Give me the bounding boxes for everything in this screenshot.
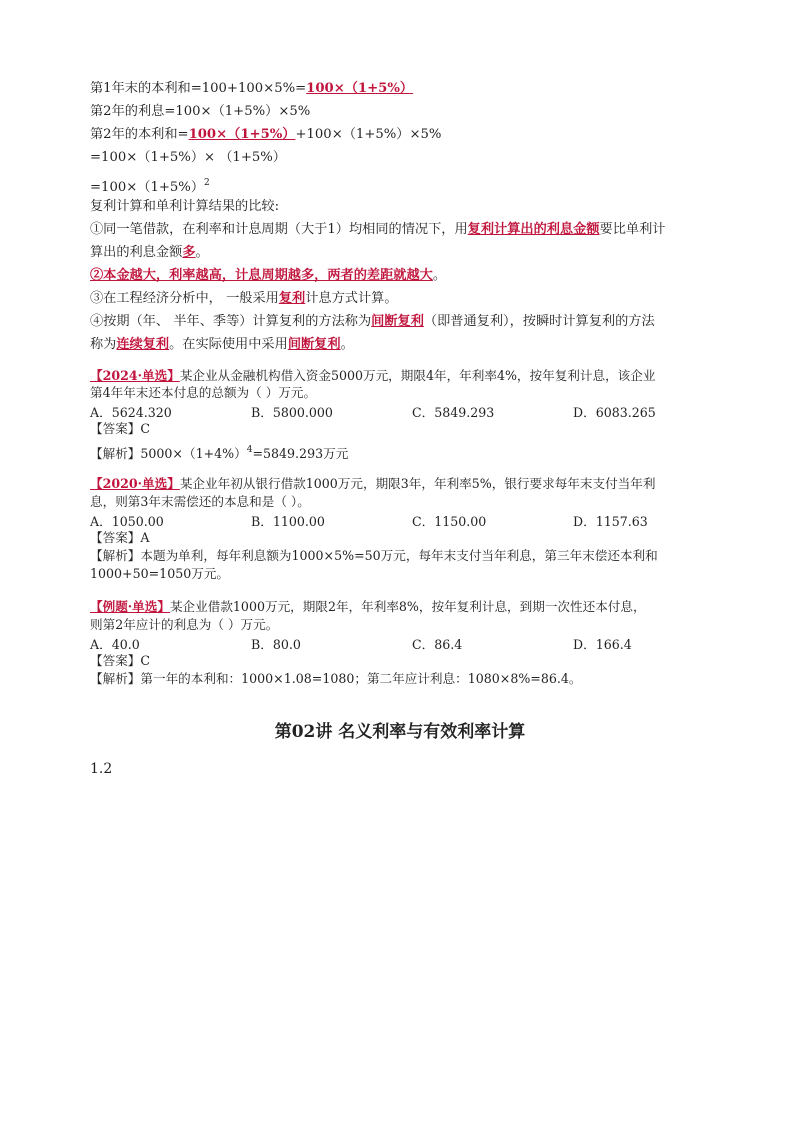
compare-point-1	[90, 221, 665, 239]
analysis-text: 1000+50=1050万元。	[90, 566, 230, 581]
exponent: 4	[246, 445, 253, 455]
option-d: D．6083.265	[573, 405, 656, 420]
question-text: 则第2年应计的利息为（ ）万元。	[90, 617, 279, 632]
option-b: B．5800.000	[251, 405, 333, 420]
formula-line-2	[90, 103, 310, 121]
analysis-text: 【解析】第一年的本利和：1000×1.08=1080；第二年应计利息：1080×8%=86.4。	[90, 671, 582, 686]
text: 。	[195, 245, 209, 260]
text: ④按期（年、 半年、季等）计算复利的方法称为	[90, 314, 372, 329]
section-heading: 第02讲 名义利率与有效利率计算	[274, 722, 526, 742]
question-1-stem-line-2	[90, 384, 316, 402]
formula-text: 第2年的利息=100×（1+5%）×5%	[90, 104, 311, 119]
formula-line-1	[90, 80, 413, 98]
formula-highlight: 100×（1+5%）	[306, 81, 414, 96]
formula-text: =100×（1+5%）	[90, 180, 205, 195]
answer	[90, 420, 150, 438]
section-number: 1.2	[90, 761, 113, 777]
highlight: 复利计算出的利息金额	[467, 222, 600, 237]
answer-text: 【答案】A	[90, 530, 150, 545]
question-text: 第4年年末还本付息的总额为（ ）万元。	[90, 385, 317, 400]
highlight: 多	[182, 245, 196, 260]
option-b: B．80.0	[251, 637, 301, 652]
formula-text: =100×（1+5%）× （1+5%）	[90, 150, 286, 165]
text: 。	[340, 337, 354, 352]
text: 算出的利息金额	[90, 245, 183, 260]
question-text: 息，则第3年末需偿还的本息和是（ ）。	[90, 494, 310, 509]
text: 计息方式计算。	[305, 291, 398, 306]
text: 称为	[90, 337, 117, 352]
formula-line-4	[90, 149, 286, 167]
option-c: C．5849.293	[412, 405, 495, 420]
answer-text: 【答案】C	[90, 653, 151, 668]
analysis	[90, 547, 658, 565]
text: （即普通复利），按瞬时计算复利的方法	[423, 314, 655, 329]
answer	[90, 652, 150, 670]
question-text: 某企业借款1000万元，期限2年，年利率8%，按年复利计息，到期一次性还本付息，	[169, 599, 646, 614]
exponent: 2	[204, 178, 210, 188]
option-c: C．86.4	[412, 637, 463, 652]
question-2-stem-line-2	[90, 493, 310, 511]
text: 。	[432, 268, 447, 283]
question-tag: 【2024·单选】	[90, 368, 180, 383]
compare-point-1-line-2	[90, 244, 209, 262]
compare-point-4-line-2	[90, 336, 354, 354]
question-tag: 【2020·单选】	[90, 476, 180, 491]
option-a: A．1050.00	[90, 514, 164, 529]
question-tag: 【例题·单选】	[90, 599, 170, 614]
option-d: D．1157.63	[573, 514, 648, 529]
formula-line-5	[90, 174, 210, 197]
option-a: A．5624.320	[90, 405, 172, 420]
analysis	[90, 670, 581, 688]
text: ③在工程经济分析中， 一般采用	[90, 291, 279, 306]
question-3-stem	[90, 598, 646, 616]
analysis-text: 【解析】5000×（1+4%）	[90, 446, 247, 461]
option-c: C．1150.00	[412, 514, 487, 529]
question-2-stem	[90, 475, 655, 493]
highlight: ②本金越大，利率越高，计息周期越多，两者的差距就越大	[90, 268, 433, 283]
highlight: 间断复利	[287, 337, 341, 352]
highlight: 复利	[278, 291, 306, 306]
text: 。在实际使用中采用	[169, 337, 288, 352]
compare-title-text: 复利计算和单利计算结果的比较:	[90, 199, 280, 214]
compare-title	[90, 198, 279, 216]
formula-highlight: 100×（1+5%）	[188, 127, 296, 142]
compare-point-4	[90, 313, 655, 331]
question-3-stem-line-2	[90, 616, 278, 634]
analysis-text: =5849.293万元	[252, 446, 349, 461]
text: ①同一笔借款，在利率和计息周期（大于1）均相同的情况下，用	[90, 222, 468, 237]
question-text: 某企业从金融机构借入资金5000万元，期限4年，年利率4%，按年复利计息，该企业	[179, 368, 656, 383]
highlight: 连续复利	[116, 337, 170, 352]
compare-point-2	[90, 267, 446, 285]
text: 要比单利计	[599, 222, 666, 237]
analysis	[90, 441, 348, 463]
formula-text: +100×（1+5%）×5%	[295, 127, 442, 142]
option-b: B．1100.00	[251, 514, 325, 529]
compare-point-3	[90, 290, 398, 308]
highlight: 间断复利	[371, 314, 424, 329]
question-text: 某企业年初从银行借款1000万元，期限3年，年利率5%，银行要求每年末支付当年利	[179, 476, 656, 491]
analysis-text: 【解析】本题为单利，每年利息额为1000×5%=50万元，每年末支付当年利息，第三年末偿还本利和	[90, 548, 658, 563]
option-a: A．40.0	[90, 637, 140, 652]
question-1-stem	[90, 367, 655, 385]
formula-line-3	[90, 126, 441, 144]
option-d: D．166.4	[573, 637, 632, 652]
answer-text: 【答案】C	[90, 421, 151, 436]
analysis-line-2	[90, 565, 229, 583]
answer	[90, 529, 149, 547]
formula-text: 第2年的本利和=	[90, 127, 189, 142]
formula-text: 第1年末的本利和=100+100×5%=	[90, 81, 307, 96]
